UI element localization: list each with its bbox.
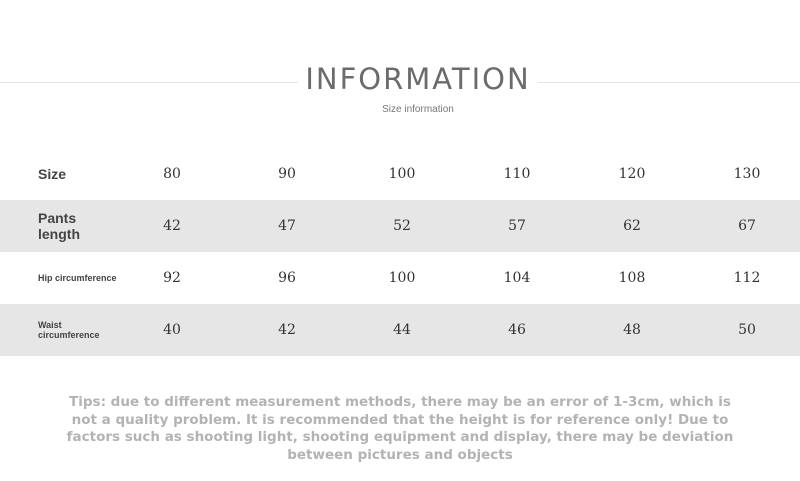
table-cell: 110 xyxy=(503,166,531,182)
tips-text: Tips: due to different measurement methods, there may be an error of 1-3cm, which is not a quality problem. It is recommended that the height is for reference only! Due to factors such as shooting light, shooting equipment and display, there may be deviation between pictures and objects xyxy=(66,394,734,463)
table-cell: 80 xyxy=(163,166,181,182)
row-label: Size xyxy=(38,165,67,182)
table-row-pants-length xyxy=(0,200,800,252)
table-cell: 104 xyxy=(503,270,531,286)
table-cell: 100 xyxy=(388,270,416,286)
row-label: Pants length xyxy=(38,209,80,242)
table-cell: 120 xyxy=(618,166,646,182)
table-cell: 108 xyxy=(618,270,646,286)
table-cell: 42 xyxy=(163,218,181,234)
table-cell: 67 xyxy=(738,218,756,234)
table-row-hip-circumference xyxy=(0,252,800,304)
page-subtitle: Size information xyxy=(382,104,454,115)
table-cell: 44 xyxy=(393,322,411,338)
header-divider-right xyxy=(538,82,800,83)
table-cell: 52 xyxy=(393,218,411,234)
table-cell: 96 xyxy=(278,270,296,286)
table-cell: 100 xyxy=(388,166,416,182)
table-cell: 92 xyxy=(163,270,181,286)
table-cell: 47 xyxy=(278,218,296,234)
row-label: Waist circumference xyxy=(38,319,100,340)
table-cell: 50 xyxy=(738,322,756,338)
table-cell: 46 xyxy=(508,322,526,338)
table-cell: 48 xyxy=(623,322,641,338)
table-row-waist-circumference xyxy=(0,304,800,356)
page-title: INFORMATION xyxy=(305,62,531,96)
table-cell: 57 xyxy=(508,218,526,234)
table-cell: 130 xyxy=(733,166,761,182)
table-cell: 40 xyxy=(163,322,181,338)
table-cell: 90 xyxy=(278,166,296,182)
header-divider-left xyxy=(0,82,298,83)
table-cell: 62 xyxy=(623,218,641,234)
row-label: Hip circumference xyxy=(38,272,117,283)
size-table xyxy=(0,148,800,356)
table-cell: 112 xyxy=(733,270,761,286)
table-cell: 42 xyxy=(278,322,296,338)
table-row-size xyxy=(0,148,800,200)
